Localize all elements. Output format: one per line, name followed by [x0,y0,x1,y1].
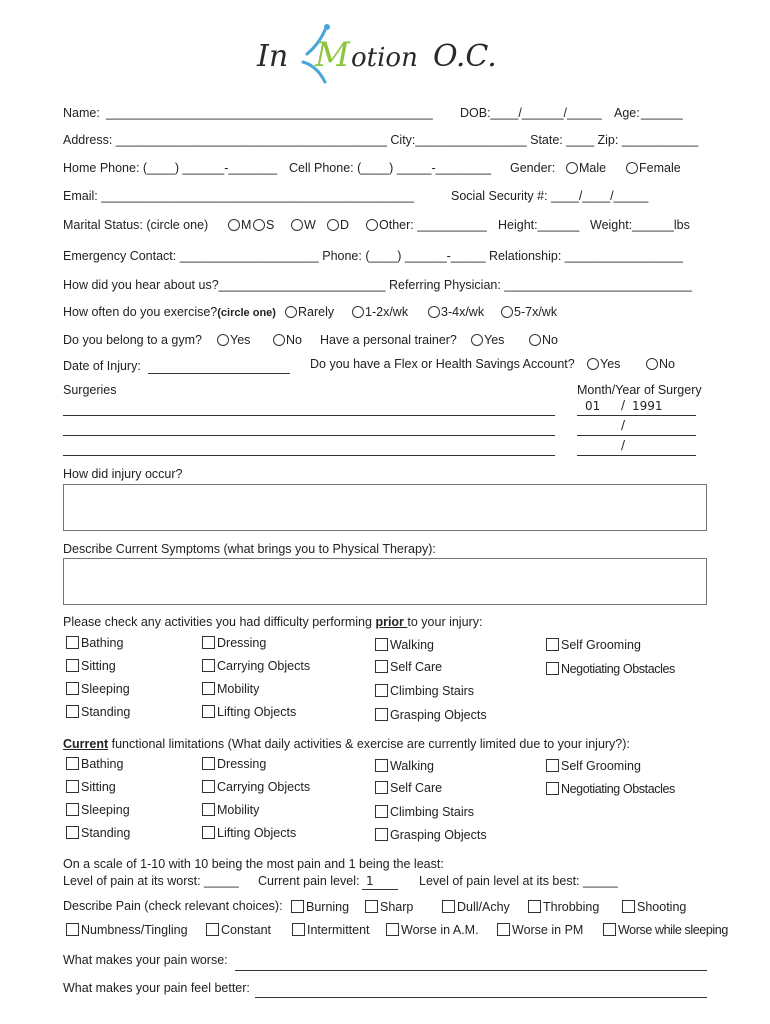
pain-throbbing-checkbox[interactable]: Throbbing [528,900,599,914]
surgery-line-1[interactable] [63,415,555,416]
marital-d-option[interactable]: D [327,219,349,232]
gender-female-option[interactable]: Female [626,162,681,175]
checkbox-icon [202,757,215,770]
checkbox-icon [291,900,304,913]
prior-sleeping-checkbox[interactable]: Sleeping [66,682,130,696]
prior-standing-checkbox[interactable]: Standing [66,705,130,719]
checkbox-icon [66,757,79,770]
checkbox-icon [375,781,388,794]
home-phone-field[interactable]: Home Phone: (____) ______-_______ [63,161,278,175]
radio-icon [471,334,483,346]
svg-text:In: In [257,39,289,74]
exercise-3-4-option[interactable]: 3-4x/wk [428,306,484,319]
current-standing-checkbox[interactable]: Standing [66,826,130,840]
current-sleeping-checkbox[interactable]: Sleeping [66,803,130,817]
current-self-care-checkbox[interactable]: Self Care [375,781,442,795]
surgery-line-3[interactable] [63,455,555,456]
describe-pain-label: Describe Pain (check relevant choices): [63,899,283,913]
checkbox-icon [206,923,219,936]
current-climbing-checkbox[interactable]: Climbing Stairs [375,805,474,819]
surgery-1-month-value: 01 [585,399,601,413]
address-city-state-zip-field[interactable]: Address: _______________________________________ City:________________ State: ____ Zip: ___________ [63,133,699,147]
prior-mobility-checkbox[interactable]: Mobility [202,682,259,696]
prior-self-grooming-checkbox[interactable]: Self Grooming [546,638,641,652]
prior-bathing-checkbox[interactable]: Bathing [66,636,123,650]
pain-current-field[interactable] [362,875,398,890]
exercise-1-2-option[interactable]: 1-2x/wk [352,306,408,319]
pain-scale-instructions: On a scale of 1-10 with 10 being the most pain and 1 being the least: [63,857,444,871]
marital-m-option[interactable]: M [228,219,251,232]
checkbox-icon [546,638,559,651]
flex-yes-option[interactable]: Yes [587,358,620,371]
radio-icon [626,162,638,174]
age-field[interactable]: ______ [641,106,683,120]
marital-other-option[interactable]: Other: __________ [366,219,487,232]
checkbox-icon [622,900,635,913]
referral-field[interactable]: How did you hear about us?________________________ Referring Physician: ___________________________ [63,278,693,292]
radio-icon [228,219,240,231]
inmotion-oc-logo [255,22,515,92]
checkbox-icon [66,826,79,839]
checkbox-icon [528,900,541,913]
checkbox-icon [202,826,215,839]
pain-best-field[interactable]: Level of pain level at its best: _____ [419,874,618,888]
surgery-date-line-2[interactable] [577,435,696,436]
checkbox-icon [546,759,559,772]
pain-worse-am-checkbox[interactable]: Worse in A.M. [386,923,479,937]
current-bathing-checkbox[interactable]: Bathing [66,757,123,771]
pain-constant-checkbox[interactable]: Constant [206,923,271,937]
pain-current-value: 1 [366,874,374,888]
checkbox-icon [386,923,399,936]
radio-icon [428,306,440,318]
radio-icon [253,219,265,231]
checkbox-icon [375,708,388,721]
checkbox-icon [66,780,79,793]
exercise-question: How often do you exercise?(circle one) [63,305,276,319]
pain-better-field[interactable] [255,997,707,998]
surgery-1-year-value: 1991 [632,399,663,413]
ssn-field[interactable]: Social Security #: ____/____/_____ [451,189,649,203]
pain-numbness-checkbox[interactable]: Numbness/Tingling [66,923,188,937]
checkbox-icon [603,923,616,936]
exercise-5-7-option[interactable]: 5-7x/wk [501,306,557,319]
checkbox-icon [66,636,79,649]
checkbox-icon [66,659,79,672]
injury-occur-textarea[interactable] [63,484,707,531]
current-carrying-checkbox[interactable]: Carrying Objects [202,780,310,794]
radio-icon [501,306,513,318]
pain-better-label: What makes your pain feel better: [63,981,250,995]
prior-sitting-checkbox[interactable]: Sitting [66,659,116,673]
email-field[interactable]: Email: _____________________________________________ [63,189,415,203]
weight-field[interactable]: Weight:______lbs [590,218,690,232]
gym-question: Do you belong to a gym? [63,333,202,347]
prior-grasping-checkbox[interactable]: Grasping Objects [375,708,487,722]
checkbox-icon [202,803,215,816]
surgery-line-2[interactable] [63,435,555,436]
checkbox-icon [375,828,388,841]
radio-icon [273,334,285,346]
checkbox-icon [497,923,510,936]
pain-sharp-checkbox[interactable]: Sharp [365,900,413,914]
checkbox-icon [202,780,215,793]
svg-text:O.C.: O.C. [433,39,497,74]
current-grasping-checkbox[interactable]: Grasping Objects [375,828,487,842]
surgery-date-line-1[interactable] [577,415,696,416]
surgeries-label: Surgeries [63,383,117,397]
emergency-contact-field[interactable]: Emergency Contact: ____________________ Phone: (____) ______-_____ Relationship: _________________ [63,249,683,263]
pain-worse-label: What makes your pain worse: [63,953,228,967]
radio-icon [327,219,339,231]
radio-icon [646,358,658,370]
checkbox-icon [365,900,378,913]
checkbox-icon [202,636,215,649]
symptoms-textarea[interactable] [63,558,707,605]
gym-yes-option[interactable]: Yes [217,334,250,347]
radio-icon [587,358,599,370]
radio-icon [366,219,378,231]
dob-field[interactable]: DOB:____/______/_____ [460,106,602,120]
checkbox-icon [375,805,388,818]
checkbox-icon [202,705,215,718]
trainer-question: Have a personal trainer? [320,333,457,347]
gender-label: Gender: [510,161,556,175]
prior-dressing-checkbox[interactable]: Dressing [202,636,266,650]
radio-icon [291,219,303,231]
name-label: Name: [63,106,100,120]
checkbox-icon [66,682,79,695]
checkbox-icon [292,923,305,936]
pain-worse-field[interactable] [235,970,707,971]
checkbox-icon [202,682,215,695]
marital-w-option[interactable]: W [291,219,316,232]
pain-current-label: Current pain level: [258,874,360,888]
gender-male-option[interactable]: Male [566,162,606,175]
gym-no-option[interactable]: No [273,334,302,347]
checkbox-icon [375,759,388,772]
radio-icon [217,334,229,346]
marital-s-option[interactable]: S [253,219,274,232]
flex-no-option[interactable]: No [646,358,675,371]
prior-self-care-checkbox[interactable]: Self Care [375,660,442,674]
radio-icon [285,306,297,318]
checkbox-icon [546,782,559,795]
current-mobility-checkbox[interactable]: Mobility [202,803,259,817]
checkbox-icon [442,900,455,913]
pain-shooting-checkbox[interactable]: Shooting [622,900,686,914]
current-lifting-checkbox[interactable]: Lifting Objects [202,826,296,840]
checkbox-icon [375,638,388,651]
checkbox-icon [546,662,559,675]
name-field[interactable]: _______________________________________________ [106,106,433,120]
pain-burning-checkbox[interactable]: Burning [291,900,349,914]
prior-negotiating-checkbox[interactable]: Negotiating Obstacles [546,662,675,676]
checkbox-icon [375,684,388,697]
checkbox-icon [202,659,215,672]
svg-text:otion: otion [351,43,418,73]
trainer-yes-option[interactable]: Yes [471,334,504,347]
current-dressing-checkbox[interactable]: Dressing [202,757,266,771]
height-field[interactable]: Height:______ [498,218,580,232]
pain-dull-achy-checkbox[interactable]: Dull/Achy [442,900,510,914]
trainer-no-option[interactable]: No [529,334,558,347]
checkbox-icon [66,923,79,936]
surgery-1-slash: / [621,398,626,412]
svg-text:M: M [315,35,350,75]
radio-icon [529,334,541,346]
cell-phone-field[interactable]: Cell Phone: (____) _____-________ [289,161,492,175]
radio-icon [566,162,578,174]
current-negotiating-checkbox[interactable]: Negotiating Obstacles [546,782,675,796]
checkbox-icon [66,803,79,816]
age-label: Age: [614,106,640,120]
checkbox-icon [66,705,79,718]
surgery-2-slash: / [621,418,626,432]
date-of-injury-field[interactable] [148,373,290,374]
exercise-rarely-option[interactable]: Rarely [285,306,334,319]
month-year-of-surgery-label: Month/Year of Surgery [577,383,702,397]
pain-worse-sleeping-checkbox[interactable]: Worse while sleeping [603,923,728,937]
flex-account-question: Do you have a Flex or Health Savings Account? [310,357,575,371]
checkbox-icon [375,660,388,673]
prior-lifting-checkbox[interactable]: Lifting Objects [202,705,296,719]
prior-walking-checkbox[interactable]: Walking [375,638,434,652]
prior-activities-heading: Please check any activities you had difficulty performing prior to your injury: [63,615,483,629]
prior-climbing-checkbox[interactable]: Climbing Stairs [375,684,474,698]
pain-worst-field[interactable]: Level of pain at its worst: _____ [63,874,239,888]
current-sitting-checkbox[interactable]: Sitting [66,780,116,794]
pain-worse-pm-checkbox[interactable]: Worse in PM [497,923,583,937]
current-walking-checkbox[interactable]: Walking [375,759,434,773]
injury-occur-label: How did injury occur? [63,467,183,481]
symptoms-label: Describe Current Symptoms (what brings you to Physical Therapy): [63,542,436,556]
surgery-3-slash: / [621,438,626,452]
pain-intermittent-checkbox[interactable]: Intermittent [292,923,370,937]
current-limitations-heading: Current functional limitations (What daily activities & exercise are currently limited due to your injury?): [63,737,630,751]
current-self-grooming-checkbox[interactable]: Self Grooming [546,759,641,773]
date-of-injury-label: Date of Injury: [63,359,141,373]
surgery-date-line-3[interactable] [577,455,696,456]
radio-icon [352,306,364,318]
prior-carrying-checkbox[interactable]: Carrying Objects [202,659,310,673]
marital-status-label: Marital Status: (circle one) [63,218,209,232]
